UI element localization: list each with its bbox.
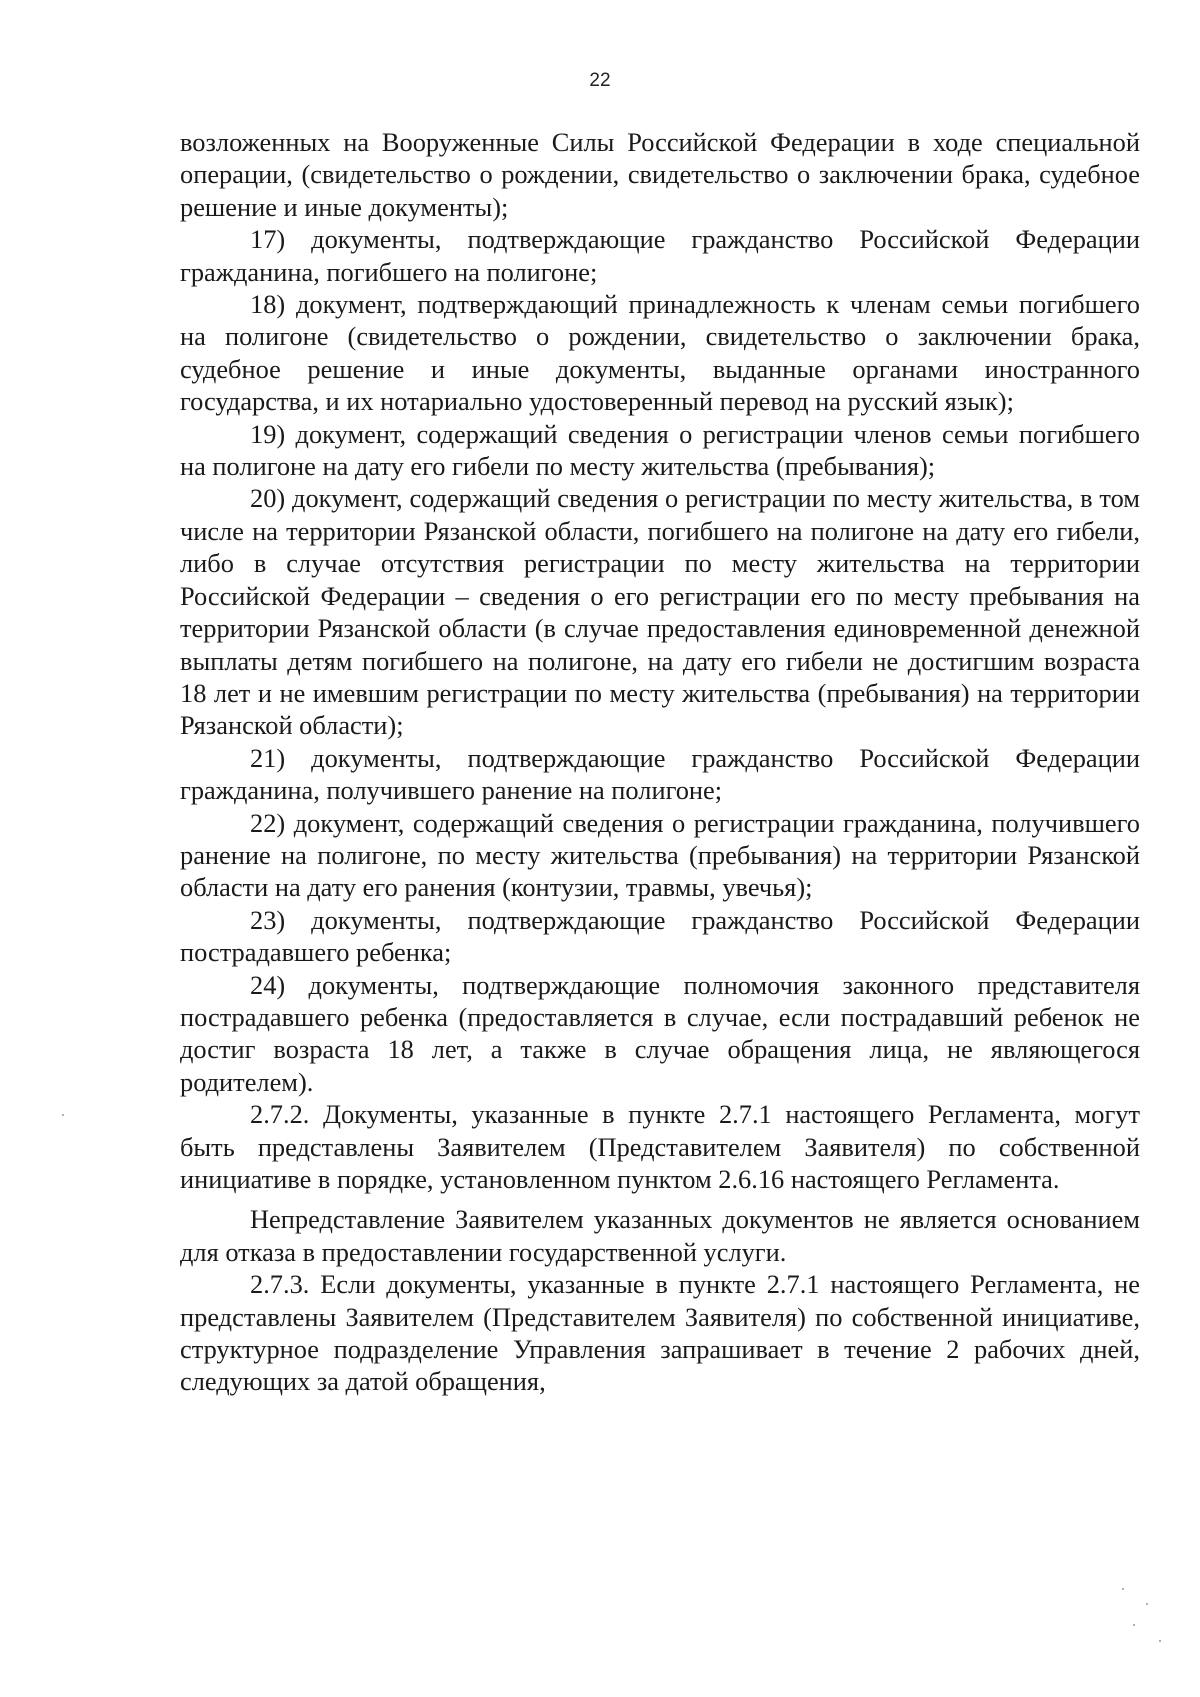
clause-2-7-3: 2.7.3. Если документы, указанные в пункте 2.7.1 настоящего Регламента, не представлены Заявителем (Представителем Заявителя) по собственной инициативе, структурное подразделение Управления запрашивает в течение 2 рабочих дней, следующих за датой обращения, (180, 1269, 1140, 1397)
list-item-22: 22) документ, содержащий сведения о регистрации гражданина, получившего ранение на полигоне, по месту жительства (пребывания) на территории Рязанской области на дату его ранения (контузии, травмы, увечья); (180, 807, 1140, 903)
document-body (180, 126, 1140, 1398)
paragraph-continuation: возложенных на Вооруженные Силы Российской Федерации в ходе специальной операции, (свидетельство о рождении, свидетельство о заключении брака, судебное решение и иные документы); (180, 127, 1140, 222)
scan-speck (1133, 1624, 1135, 1626)
scan-speck (62, 1114, 64, 1116)
scan-speck (1122, 1588, 1124, 1590)
list-item-19: 19) документ, содержащий сведения о регистрации членов семьи погибшего на полигоне на дату его гибели по месту жительства (пребывания); (180, 418, 1140, 482)
clause-2-7-2: 2.7.2. Документы, указанные в пункте 2.7.1 настоящего Регламента, могут быть представлены Заявителем (Представителем Заявителя) по собственной инициативе в порядке, установленном пунктом 2.6.16 настоящего Регламента. (180, 1099, 1140, 1194)
page-number: 22 (589, 70, 611, 91)
list-item-24: 24) документы, подтверждающие полномочия законного представителя пострадавшего ребенка (предоставляется в случае, если пострадавший ребенок не достиг возраста 18 лет, а также в случае обращения лица, не являющегося родителем). (180, 969, 1140, 1097)
list-item-17: 17) документы, подтверждающие гражданство Российской Федерации гражданина, погибшего на полигоне; (180, 224, 1140, 287)
list-item-21: 21) документы, подтверждающие гражданство Российской Федерации гражданина, получившего ранение на полигоне; (180, 742, 1140, 806)
scan-speck (1159, 1640, 1161, 1642)
list-item-23: 23) документы, подтверждающие гражданство Российской Федерации пострадавшего ребенка; (180, 904, 1140, 968)
scan-speck (1146, 1603, 1148, 1605)
list-item-18: 18) документ, подтверждающий принадлежность к членам семьи погибшего на полигоне (свидетельство о рождении, свидетельство о заключении брака, судебное решение и иные документы, выданные органами иностранного государства, и их нотариально удостоверенный перевод на русский язык); (180, 289, 1140, 417)
list-item-20: 20) документ, содержащий сведения о регистрации по месту жительства, в том числе на территории Рязанской области, погибшего на полигоне на дату его гибели, либо в случае отсутствия регистрации по месту жительства на территории Российской Федерации – сведения о его регистрации его по месту пребывания на территории Рязанской области (в случае предоставления единовременной денежной выплаты детям погибшего на полигоне, на дату его гибели не достигшим возраста 18 лет и не имевшим регистрации по месту жительства (пребывания) на территории Рязанской области); (180, 483, 1140, 741)
clause-2-7-2-note: Непредставление Заявителем указанных документов не является основанием для отказа в предоставлении государственной услуги. (180, 1204, 1140, 1267)
